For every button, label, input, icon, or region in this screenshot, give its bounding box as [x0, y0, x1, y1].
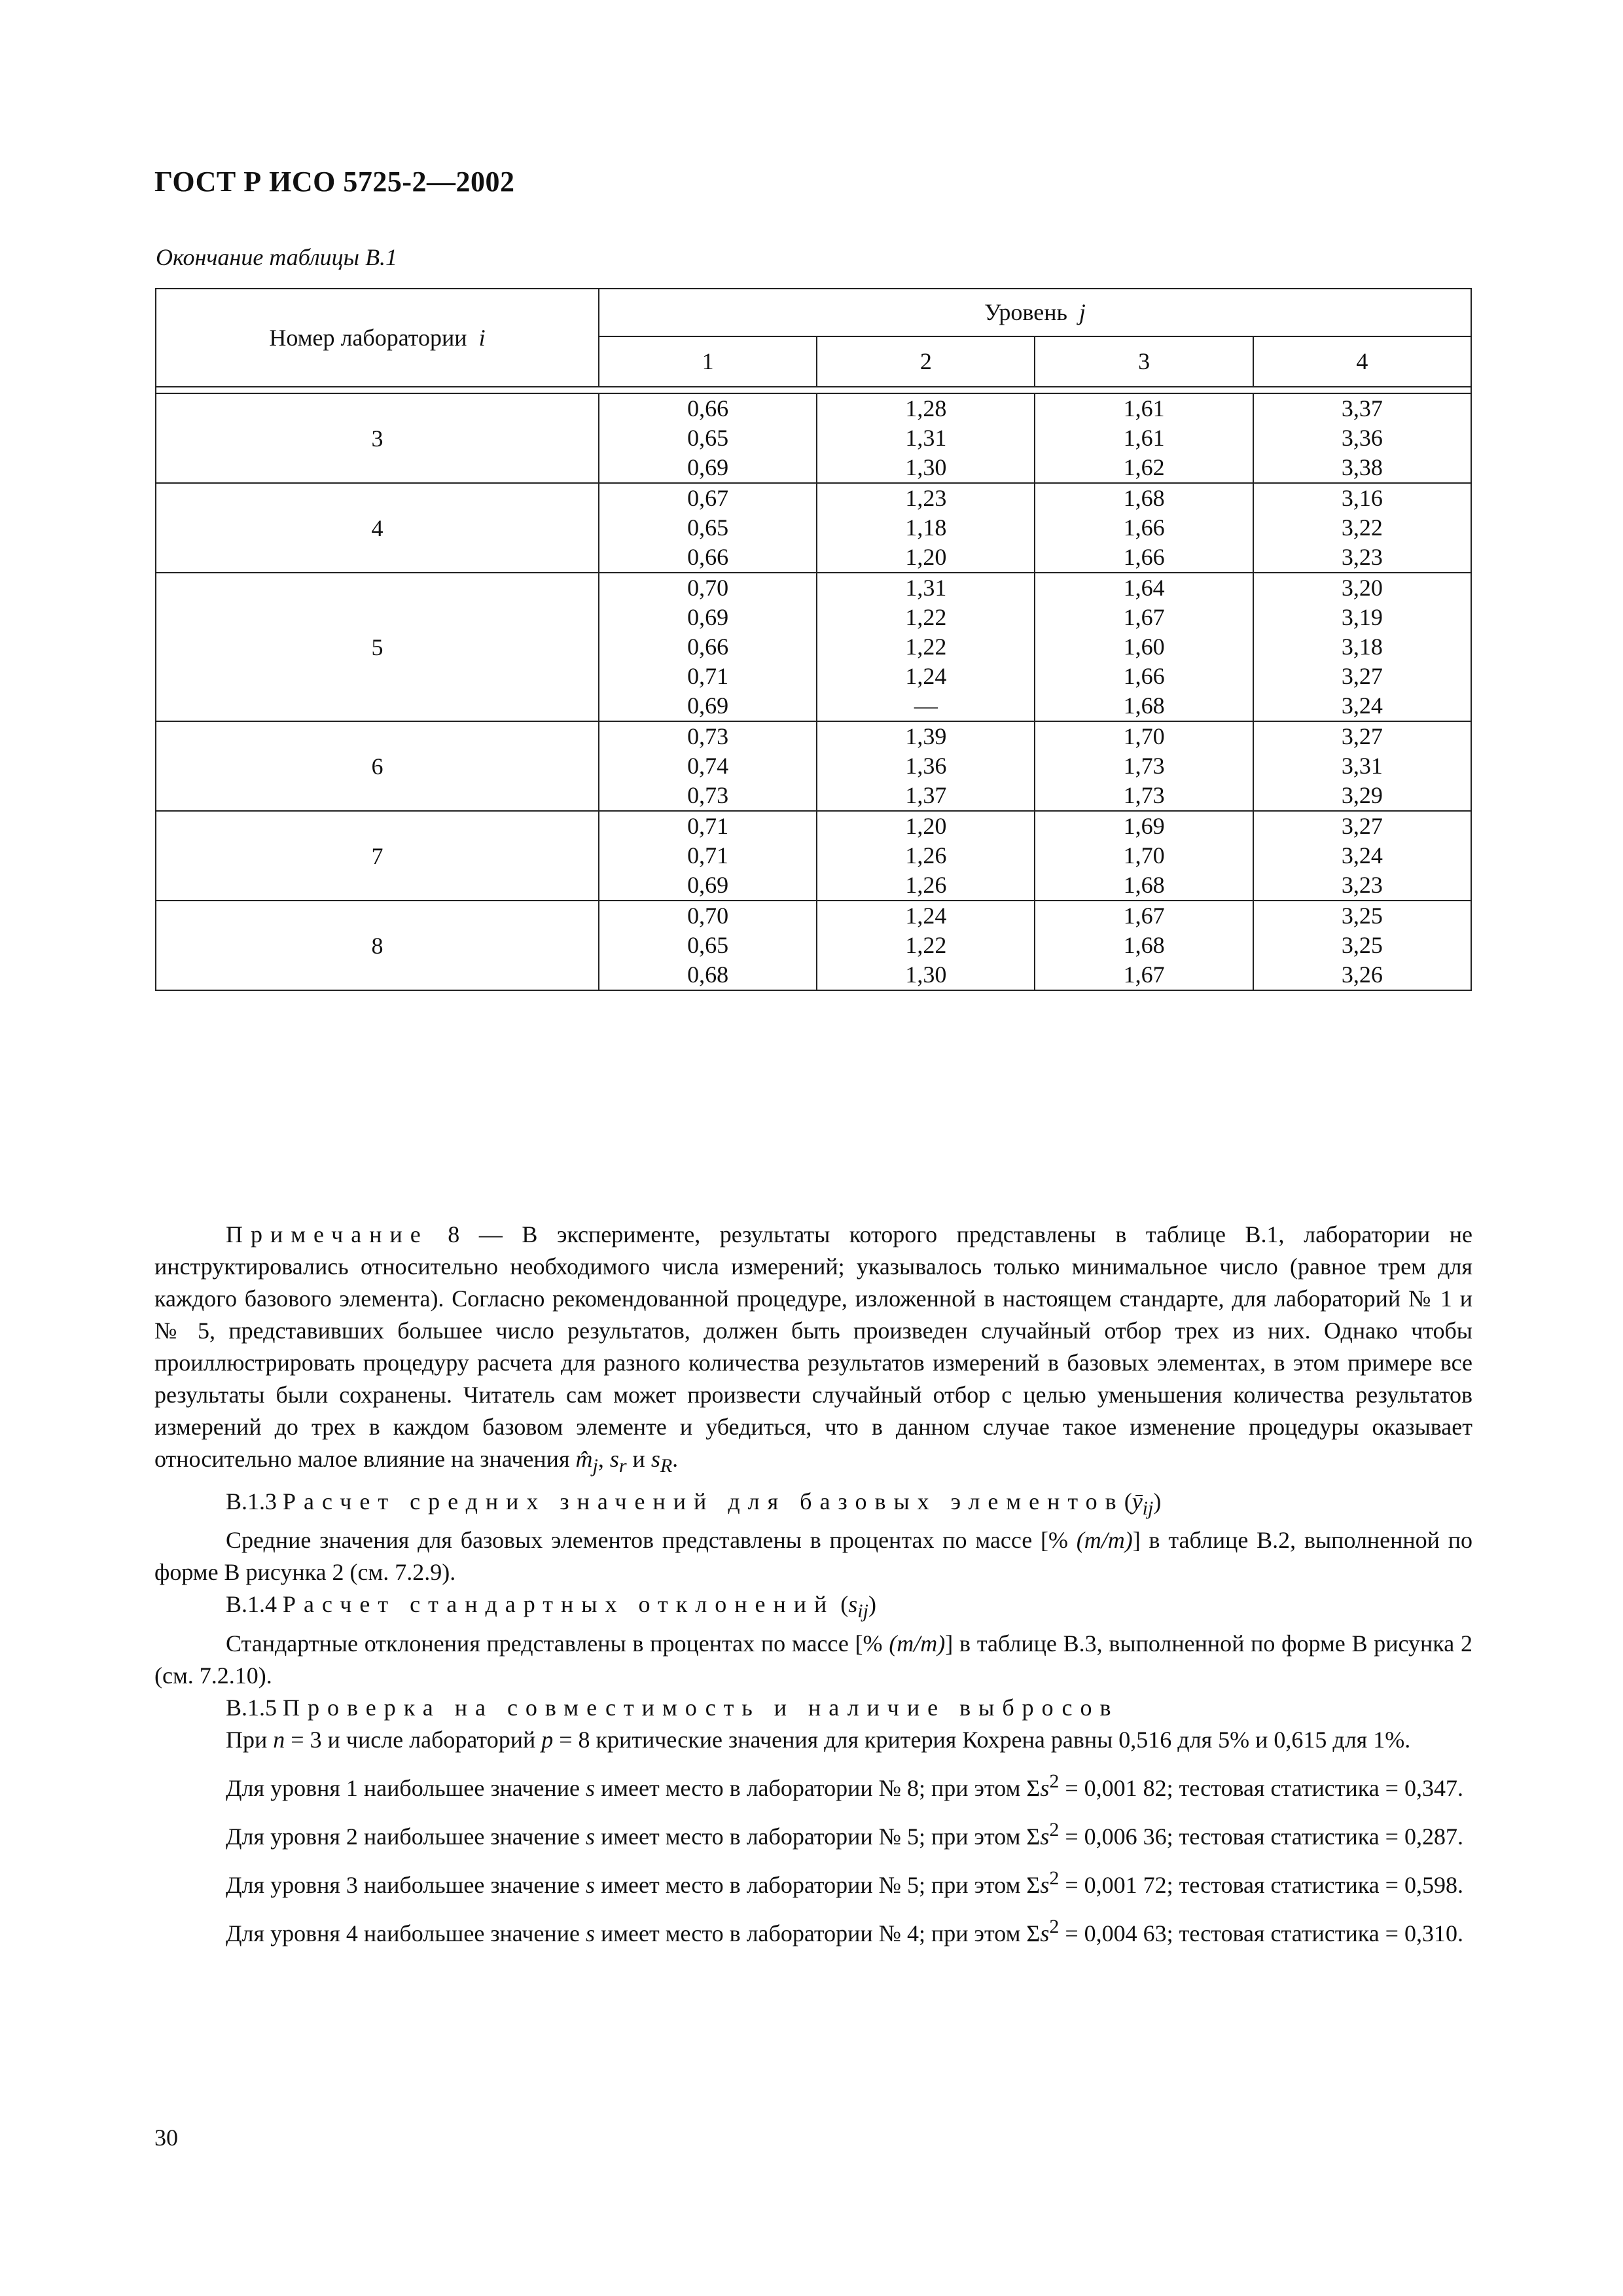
table-row	[156, 573, 1471, 721]
level-text-lab: имеет место в лаборатории № 8; при этом Σ	[594, 1774, 1041, 1801]
value-cell	[1253, 811, 1471, 901]
value: 1,68	[1123, 485, 1165, 511]
symbol-ybar: ȳ	[1132, 1488, 1143, 1515]
value: 1,66	[1123, 663, 1165, 689]
value: 1,22	[905, 932, 947, 958]
note-label: Примечание	[226, 1221, 429, 1247]
superscript-2: 2	[1049, 1915, 1060, 1937]
value-cell	[817, 721, 1035, 811]
var-s: s	[1040, 1774, 1050, 1801]
value: 0,65	[687, 425, 729, 451]
value: 0,71	[687, 813, 729, 839]
b13-text-a: Средние значения для базовых элементов представлены в процентах по массе [%	[226, 1527, 1077, 1554]
level-text-sum: = 0,004 63; тестовая статистика = 0,310.	[1059, 1920, 1463, 1946]
value-cell	[1035, 573, 1253, 721]
level-text-before: Для уровня 1 наибольшее значение	[226, 1774, 586, 1801]
value: 1,31	[905, 425, 947, 451]
table-row	[156, 901, 1471, 990]
symbol-m-sub: j	[592, 1455, 598, 1477]
value: 1,67	[1123, 961, 1165, 988]
lab-header-text: Номер лаборатории	[269, 325, 467, 351]
value: 1,24	[905, 903, 947, 929]
value: 1,62	[1123, 454, 1165, 480]
value: 3,27	[1341, 813, 1383, 839]
symbol-sR-sub: R	[660, 1455, 673, 1477]
superscript-2: 2	[1049, 1770, 1060, 1792]
var-s: s	[585, 1920, 595, 1946]
var-p: p	[541, 1726, 554, 1753]
value: 1,28	[905, 395, 947, 422]
value: 1,61	[1123, 425, 1165, 451]
document-header: ГОСТ Р ИСО 5725-2—2002	[154, 166, 515, 198]
value: 1,70	[1123, 842, 1165, 869]
value: 3,27	[1341, 663, 1383, 689]
value: 0,74	[687, 753, 729, 779]
value-cell	[599, 393, 817, 483]
value: 1,26	[905, 872, 947, 898]
value: 1,68	[1123, 872, 1165, 898]
value-cell	[1035, 393, 1253, 483]
level-col-header: 3	[1035, 336, 1253, 387]
level-text-lab: имеет место в лаборатории № 5; при этом Σ	[594, 1823, 1041, 1850]
value: 3,26	[1341, 961, 1383, 988]
section-title: Расчет стандартных отклонений	[283, 1591, 835, 1618]
value: 0,70	[687, 575, 729, 601]
var-s: s	[1040, 1823, 1050, 1850]
value: 3,16	[1341, 485, 1383, 511]
table-caption: Окончание таблицы В.1	[156, 244, 398, 270]
b14-unit: (m/m)	[889, 1630, 946, 1657]
level-header-text: Уровень	[984, 299, 1067, 326]
symbol-m: m̂	[575, 1446, 593, 1472]
level-text-before: Для уровня 2 наибольшее значение	[226, 1823, 586, 1850]
b15-text-c: = 8 критические значения для критерия Кохрена равны 0,516 для 5% и 0,615 для 1%.	[553, 1726, 1411, 1753]
table-row	[156, 811, 1471, 901]
value: 1,64	[1123, 575, 1165, 601]
note-end: .	[672, 1446, 679, 1472]
value-cell	[817, 573, 1035, 721]
section-b13-title: В.1.3 Расчет средних значений для базовых $элементов(ȳ_{ij})$	[226, 1488, 1162, 1520]
value: 0,65	[687, 514, 729, 541]
value: 0,73	[687, 782, 729, 808]
section-number: В.1.5	[226, 1694, 277, 1721]
value: 3,27	[1341, 723, 1383, 749]
value-cell	[599, 483, 817, 573]
value: 3,36	[1341, 425, 1383, 451]
section-b14-text	[154, 1628, 1472, 1692]
value: 1,68	[1123, 692, 1165, 719]
value: 1,30	[905, 454, 947, 480]
level-text-lab: имеет место в лаборатории № 4; при этом Σ	[594, 1920, 1041, 1946]
section-title: Проверка на совместимость и наличие выбросов	[283, 1694, 1119, 1721]
symbol-s: s	[848, 1591, 858, 1618]
value: 3,23	[1341, 872, 1383, 898]
level-text-sum: = 0,006 36; тестовая статистика = 0,287.	[1059, 1823, 1463, 1850]
value: 3,25	[1341, 903, 1383, 929]
value: 1,18	[905, 514, 947, 541]
b14-text-b: ] в таблице В.3, выполненной по форме В рисунка 2 (см. 7.2.10).	[154, 1630, 1472, 1689]
value: 3,31	[1341, 753, 1383, 779]
symbol-sr: s	[609, 1446, 619, 1472]
value: 0,68	[687, 961, 729, 988]
level-header-var: j	[1079, 299, 1086, 326]
section-b13-text	[154, 1524, 1472, 1588]
b13-text-b: ] в таблице В.2, выполненной по форме В рисунка 2 (см. 7.2.9).	[154, 1527, 1472, 1586]
value: 3,19	[1341, 604, 1383, 630]
value: 1,73	[1123, 753, 1165, 779]
value-cell	[1253, 393, 1471, 483]
value: 1,20	[905, 544, 947, 570]
lab-number-cell: 6	[156, 721, 599, 811]
value: 1,30	[905, 961, 947, 988]
var-s: s	[585, 1871, 595, 1898]
section-b15-title	[154, 1692, 1472, 1724]
level-col-header: 2	[817, 336, 1035, 387]
value: 3,24	[1341, 692, 1383, 719]
value: 1,22	[905, 604, 947, 630]
value-cell	[817, 901, 1035, 990]
note-and: и	[626, 1446, 651, 1472]
section-number: В.1.3	[226, 1488, 277, 1515]
value: 1,36	[905, 753, 947, 779]
lab-number-cell: 8	[156, 901, 599, 990]
value: 3,23	[1341, 544, 1383, 570]
lab-number-cell: 7	[156, 811, 599, 901]
value: 3,20	[1341, 575, 1383, 601]
b15-text-b: = 3 и числе лабораторий	[285, 1726, 542, 1753]
level-text-before: Для уровня 4 наибольшее значение	[226, 1920, 586, 1946]
table-row	[156, 721, 1471, 811]
value: 0,67	[687, 485, 729, 511]
value: 1,67	[1123, 604, 1165, 630]
value: 0,73	[687, 723, 729, 749]
value: 1,24	[905, 663, 947, 689]
level-result-paragraph	[154, 1814, 1472, 1853]
value: 1,73	[1123, 782, 1165, 808]
lab-number-cell: 4	[156, 483, 599, 573]
value: 3,37	[1341, 395, 1383, 422]
superscript-2: 2	[1049, 1867, 1060, 1889]
superscript-2: 2	[1049, 1818, 1060, 1840]
table-row	[156, 483, 1471, 573]
b15-text-a: При	[226, 1726, 274, 1753]
value: 0,69	[687, 454, 729, 480]
value: 1,66	[1123, 544, 1165, 570]
b14-text-a: Стандартные отклонения представлены в процентах по массе [%	[226, 1630, 889, 1657]
value: 1,69	[1123, 813, 1165, 839]
var-s: s	[1040, 1871, 1050, 1898]
body-text	[154, 1219, 1472, 1950]
level-header	[599, 289, 1471, 336]
lab-number-cell: 5	[156, 573, 599, 721]
value: 1,23	[905, 485, 947, 511]
value: 0,71	[687, 663, 729, 689]
level-result-paragraph	[154, 1765, 1472, 1804]
page-number: 30	[154, 2125, 178, 2151]
value: —	[914, 692, 938, 719]
value: 1,70	[1123, 723, 1165, 749]
value: 1,61	[1123, 395, 1165, 422]
table-row	[156, 393, 1471, 483]
value-cell	[1253, 901, 1471, 990]
value: 1,31	[905, 575, 947, 601]
section-b14-title: В.1.4 Расчет стандартных отклонений $(s_{ij})$	[226, 1591, 876, 1623]
value: 1,39	[905, 723, 947, 749]
value: 0,71	[687, 842, 729, 869]
value-cell	[1253, 721, 1471, 811]
level-text-before: Для уровня 3 наибольшее значение	[226, 1871, 586, 1898]
level-col-header: 1	[599, 336, 817, 387]
value: 1,37	[905, 782, 947, 808]
lab-number-cell: 3	[156, 393, 599, 483]
value: 1,60	[1123, 634, 1165, 660]
b13-unit: (m/m)	[1076, 1527, 1133, 1554]
value: 0,66	[687, 544, 729, 570]
level-text-lab: имеет место в лаборатории № 5; при этом Σ	[594, 1871, 1041, 1898]
note-text: 8 — В эксперименте, результаты которого представлены в таблице В.1, лаборатории не инструктировались относительно необходимого числа измерений; указывалось только минимальное число (равное трем для каждого базового элемента). Согласно рекомендованной процедуре, изложенной в настоящем стандарте, для лабораторий № 1 и № 5, представивших большее число результатов, должен быть произведен случайный отбор трех из них. Однако чтобы проиллюстрировать процедуру расчета для разного количества результатов измерений в базовых элементах, в этом примере все результаты были сохранены. Читатель сам может произвести случайный отбор с целью уменьшения количества результатов измерений до трех в каждом базовом элементе и убедиться, что в данном случае такое изменение процедуры оказывает относительно малое влияние на значения	[154, 1221, 1472, 1472]
value: 1,20	[905, 813, 947, 839]
value-cell	[1035, 901, 1253, 990]
value: 1,66	[1123, 514, 1165, 541]
value: 3,24	[1341, 842, 1383, 869]
var-s: s	[1040, 1920, 1050, 1946]
value: 1,67	[1123, 903, 1165, 929]
value-cell	[599, 721, 817, 811]
value-cell	[817, 393, 1035, 483]
value-cell	[1035, 811, 1253, 901]
value: 0,69	[687, 872, 729, 898]
lab-header-var: i	[478, 325, 486, 351]
symbol-ybar-sub: ij	[1142, 1498, 1154, 1520]
value: 1,68	[1123, 932, 1165, 958]
value: 3,18	[1341, 634, 1383, 660]
value: 1,26	[905, 842, 947, 869]
value: 0,66	[687, 395, 729, 422]
level-col-header: 4	[1253, 336, 1471, 387]
section-title: Расчет средних значений для базовых элементов	[283, 1488, 1124, 1515]
level-result-paragraph	[154, 1910, 1472, 1950]
header-separator	[156, 387, 1471, 393]
value: 3,38	[1341, 454, 1383, 480]
results-table	[155, 288, 1472, 991]
value-cell	[599, 811, 817, 901]
value-cell	[599, 901, 817, 990]
value: 3,25	[1341, 932, 1383, 958]
lab-number-header	[156, 289, 599, 387]
value-cell	[817, 811, 1035, 901]
level-text-sum: = 0,001 72; тестовая статистика = 0,598.	[1059, 1871, 1463, 1898]
value: 1,22	[905, 634, 947, 660]
value: 3,29	[1341, 782, 1383, 808]
value-cell	[1035, 483, 1253, 573]
symbol-sr-sub: r	[618, 1455, 627, 1477]
section-number: В.1.4	[226, 1591, 277, 1618]
note-8: Примечание 8 — В эксперименте, результаты которого представлены в таблице В.1, лаборатории не инструктировались относительно необходимого числа измерений; указывалось только минимальное число (равное трем для каждого базового элемента). Согласно рекомендованной процедуре, изложенной в настоящем стандарте, для лабораторий № 1 и № 5, представивших большее число результатов, должен быть произведен случайный отбор трех из них. Однако чтобы проиллюстрировать процедуру расчета для разного количества результатов измерений в базовых элементах, в этом примере все результаты были сохранены. Читатель сам может произвести случайный отбор с целью уменьшения количества результатов измерений до трех в каждом базовом элементе и убедиться, что в данном случае такое изменение процедуры оказывает относительно малое влияние на значения $m̂_j$, $s_r$ и $s_R$.	[154, 1221, 1472, 1477]
value: 0,65	[687, 932, 729, 958]
value-cell	[1253, 483, 1471, 573]
level-results	[154, 1765, 1472, 1950]
value: 0,69	[687, 692, 729, 719]
value-cell	[599, 573, 817, 721]
var-n: n	[273, 1726, 285, 1753]
symbol-sR: s	[651, 1446, 660, 1472]
section-b15-intro	[154, 1724, 1472, 1756]
symbol-s-sub: ij	[857, 1600, 868, 1623]
value: 3,22	[1341, 514, 1383, 541]
var-s: s	[585, 1774, 595, 1801]
value: 0,70	[687, 903, 729, 929]
level-result-paragraph	[154, 1862, 1472, 1901]
value-cell	[1253, 573, 1471, 721]
var-s: s	[585, 1823, 595, 1850]
value-cell	[817, 483, 1035, 573]
level-text-sum: = 0,001 82; тестовая статистика = 0,347.	[1059, 1774, 1463, 1801]
value: 0,69	[687, 604, 729, 630]
value: 0,66	[687, 634, 729, 660]
value-cell	[1035, 721, 1253, 811]
